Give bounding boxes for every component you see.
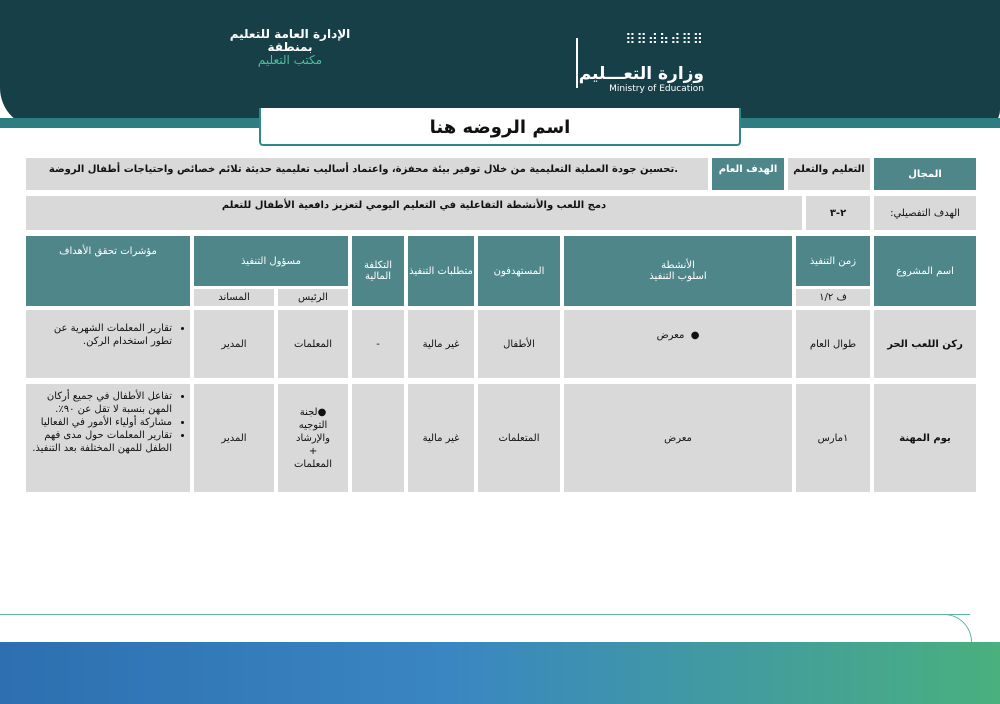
row1-lead: المعلمات [278,310,348,378]
kindergarten-name-tab: اسم الروضه هنا [259,108,741,146]
admin-line1: الإدارة العامة للتعليم [229,27,351,41]
admin-block [200,28,380,67]
row2-cost [352,384,404,492]
col-beneficiaries: المستهدفون [478,236,560,306]
footer-line [0,614,970,615]
col-activities-line2: اسلوب التنفيذ [649,271,707,282]
row2-lead-line: التوجيه [298,419,328,431]
ministry-logo [570,30,720,100]
row1-activity [564,310,792,378]
row1-indicators [26,310,190,378]
row1-activity-text: معرض [656,330,685,341]
ministry-emblem-icon: ⠿⠿⠾⠷⠾⠿⠿ [625,32,704,48]
row2-indicator-item: • تفاعل الأطفال في جميع أركان المهن بنسبة لا تقل عن ٩٠٪. [30,390,172,416]
general-goal-label: الهدف العام [712,158,784,190]
row1-cost: - [352,310,404,378]
row2-indicators [26,384,190,492]
row2-requirements: غير مالية [408,384,474,492]
admin-office: مكتب التعليم [257,53,323,67]
row1-assistant: المدير [194,310,274,378]
field-value: التعليم والتعلم [788,158,870,190]
col-activities [564,236,792,306]
col-project-name: اسم المشروع [874,236,976,306]
row2-lead-line: ●لجنة [299,406,327,418]
logo-divider [576,38,578,88]
detailed-goal-label: الهدف التفصيلي: [874,196,976,230]
general-goal-text: .تحسين جودة العملية التعليمية من خلال توفير بيئة محفزة، واعتماد أساليب تعليمية حديثة تلائم خصائص واحتياجات أطفال الروضة [26,158,708,190]
col-activities-line1: الأنشطة [661,260,695,271]
footer-band [0,642,1000,704]
row2-activity: معرض [564,384,792,492]
row2-lead-line: والإرشاد [295,432,331,444]
col-responsible: مسؤول التنفيذ [194,236,348,286]
ministry-name-en: Ministry of Education [609,84,704,94]
field-label: المجال [874,158,976,190]
detailed-goal-code: ٢-٣ [806,196,870,230]
row2-lead-line: المعلمات [294,458,332,470]
row2-project: يوم المهنة [874,384,976,492]
col-lead: الرئيس [278,289,348,306]
row1-beneficiaries: الأطفال [478,310,560,378]
col-assistant: المساند [194,289,274,306]
col-cost: التكلفة المالية [352,236,404,306]
col-requirements: متطلبات التنفيذ [408,236,474,306]
detailed-goal-text: دمج اللعب والأنشطة التفاعلية في التعليم اليومي لتعزيز دافعية الأطفال للتعلم [26,196,802,230]
row1-time: طوال العام [796,310,870,378]
row1-indicator-item: • تقارير المعلمات الشهرية عن تطور استخدام الركن. [30,322,172,348]
row2-indicator-item: • تقارير المعلمات حول مدى فهم الطفل للمهن المختلفة بعد التنفيذ. [30,429,172,455]
row2-lead [278,384,348,492]
ministry-name-ar: وزارة التعـــليم [578,64,704,84]
col-exec-time: زمن التنفيذ [796,236,870,286]
row2-assistant: المدير [194,384,274,492]
row2-lead-line: + [308,445,318,457]
row2-time: ١مارس [796,384,870,492]
row1-activity-bullet-icon: ● [684,330,700,341]
col-indicators: مؤشرات تحقق الأهداف [26,236,190,306]
row1-project: ركن اللعب الحر [874,310,976,378]
col-semester: ف ١/٢ [796,289,870,306]
row2-indicator-item: • مشاركة أولياء الأمور في الفعاليا [30,416,172,429]
row2-beneficiaries: المتعلمات [478,384,560,492]
admin-line2: بمنطقة [267,40,313,54]
row1-requirements: غير مالية [408,310,474,378]
